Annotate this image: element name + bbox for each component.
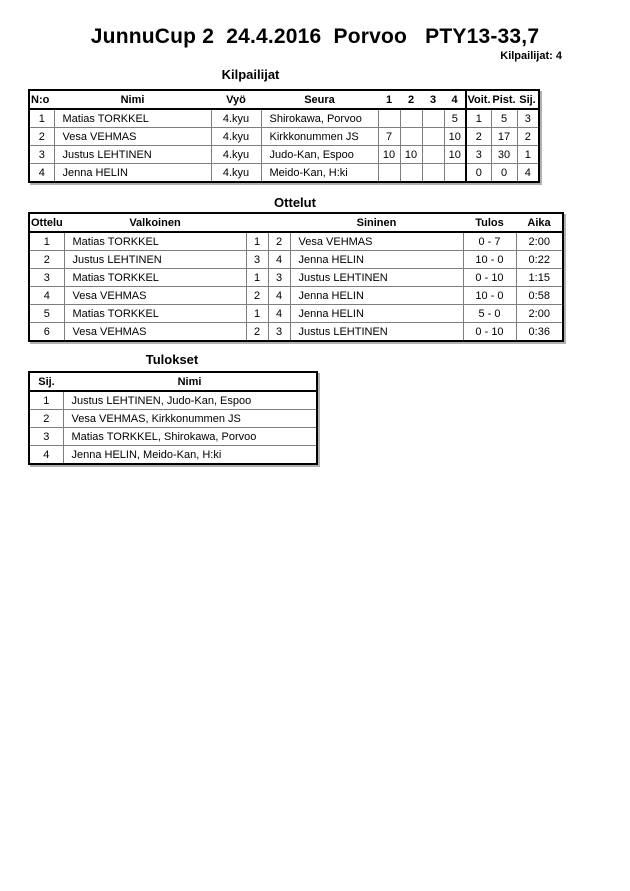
table-row — [29, 146, 539, 164]
section-heading-competitors: Kilpailijat — [221, 67, 280, 82]
cell-club: Meido-Kan, H:ki — [261, 164, 378, 183]
cell-r2: 10 — [400, 146, 422, 164]
cell-club: Shirokawa, Porvoo — [261, 109, 378, 128]
cell-wn: 2 — [246, 323, 268, 342]
table-row — [29, 428, 317, 446]
cell-no: 3 — [29, 269, 64, 287]
col-header-result: Tulos — [463, 213, 516, 232]
cell-points: 5 — [491, 109, 517, 128]
table-row — [29, 269, 563, 287]
cell-belt: 4.kyu — [211, 164, 261, 183]
cell-no: 1 — [29, 109, 54, 128]
cell-time: 2:00 — [516, 232, 563, 251]
table-row — [29, 232, 563, 251]
competitors-table — [28, 89, 540, 183]
cell-place: 4 — [29, 446, 63, 465]
cell-name: Justus LEHTINEN, Judo-Kan, Espoo — [63, 391, 317, 410]
col-header-club: Seura — [261, 90, 378, 109]
cell-r3 — [422, 164, 444, 183]
cell-blue: Vesa VEHMAS — [290, 232, 463, 251]
table-row — [29, 251, 563, 269]
section-heading-results: Tulokset — [145, 352, 199, 367]
cell-name: Matias TORKKEL — [54, 109, 211, 128]
page-title: JunnuCup 2 24.4.2016 Porvoo PTY13-33,7 — [90, 25, 540, 48]
col-header-white-no — [246, 213, 268, 232]
cell-bn: 3 — [268, 323, 290, 342]
cell-time: 0:58 — [516, 287, 563, 305]
col-header-r1: 1 — [378, 90, 400, 109]
cell-r1: 10 — [378, 146, 400, 164]
cell-wn: 1 — [246, 305, 268, 323]
cell-blue: Jenna HELIN — [290, 287, 463, 305]
col-header-white: Valkoinen — [64, 213, 246, 232]
cell-no: 1 — [29, 232, 64, 251]
table-row — [29, 287, 563, 305]
cell-white: Matias TORKKEL — [64, 305, 246, 323]
cell-r4 — [444, 164, 466, 183]
cell-white: Matias TORKKEL — [64, 269, 246, 287]
col-header-place: Sij. — [517, 90, 539, 109]
col-header-r4: 4 — [444, 90, 466, 109]
table-row — [29, 164, 539, 183]
cell-bn: 4 — [268, 287, 290, 305]
cell-no: 5 — [29, 305, 64, 323]
cell-r2 — [400, 128, 422, 146]
cell-result: 5 - 0 — [463, 305, 516, 323]
cell-blue: Justus LEHTINEN — [290, 269, 463, 287]
cell-bn: 2 — [268, 232, 290, 251]
cell-result: 0 - 10 — [463, 323, 516, 342]
cell-wn: 3 — [246, 251, 268, 269]
cell-no: 2 — [29, 128, 54, 146]
cell-bn: 4 — [268, 251, 290, 269]
cell-place: 3 — [517, 109, 539, 128]
cell-r2 — [400, 109, 422, 128]
cell-place: 1 — [517, 146, 539, 164]
col-header-name: Nimi — [63, 372, 317, 391]
cell-name: Vesa VEHMAS, Kirkkonummen JS — [63, 410, 317, 428]
col-header-r3: 3 — [422, 90, 444, 109]
table-row — [29, 128, 539, 146]
col-header-match-no: Ottelu — [29, 213, 64, 232]
cell-r3 — [422, 128, 444, 146]
cell-place: 4 — [517, 164, 539, 183]
col-header-r2: 2 — [400, 90, 422, 109]
cell-club: Judo-Kan, Espoo — [261, 146, 378, 164]
cell-wins: 1 — [466, 109, 491, 128]
cell-name: Vesa VEHMAS — [54, 128, 211, 146]
cell-name: Jenna HELIN — [54, 164, 211, 183]
cell-no: 4 — [29, 287, 64, 305]
cell-bn: 3 — [268, 269, 290, 287]
cell-r4: 10 — [444, 128, 466, 146]
cell-blue: Jenna HELIN — [290, 251, 463, 269]
col-header-no: N:o — [29, 90, 54, 109]
col-header-blue-no — [268, 213, 290, 232]
cell-r1: 7 — [378, 128, 400, 146]
cell-r1 — [378, 109, 400, 128]
col-header-name: Nimi — [54, 90, 211, 109]
cell-r2 — [400, 164, 422, 183]
cell-time: 0:36 — [516, 323, 563, 342]
cell-place: 3 — [29, 428, 63, 446]
col-header-wins: Voit. — [466, 90, 491, 109]
cell-points: 17 — [491, 128, 517, 146]
cell-r3 — [422, 146, 444, 164]
cell-no: 4 — [29, 164, 54, 183]
cell-place: 2 — [29, 410, 63, 428]
cell-time: 0:22 — [516, 251, 563, 269]
cell-time: 1:15 — [516, 269, 563, 287]
cell-r1 — [378, 164, 400, 183]
table-row — [29, 391, 317, 410]
cell-belt: 4.kyu — [211, 146, 261, 164]
cell-time: 2:00 — [516, 305, 563, 323]
cell-blue: Jenna HELIN — [290, 305, 463, 323]
cell-white: Matias TORKKEL — [64, 232, 246, 251]
table-row — [29, 323, 563, 342]
section-heading-matches: Ottelut — [274, 195, 316, 210]
competitors-count-label: Kilpailijat: 4 — [500, 50, 562, 62]
results-table — [28, 371, 318, 465]
cell-no: 2 — [29, 251, 64, 269]
results-header-row — [29, 372, 317, 391]
cell-place: 1 — [29, 391, 63, 410]
cell-result: 0 - 10 — [463, 269, 516, 287]
cell-belt: 4.kyu — [211, 128, 261, 146]
cell-place: 2 — [517, 128, 539, 146]
cell-wins: 0 — [466, 164, 491, 183]
cell-wn: 2 — [246, 287, 268, 305]
cell-r4: 10 — [444, 146, 466, 164]
cell-wn: 1 — [246, 269, 268, 287]
cell-result: 10 - 0 — [463, 287, 516, 305]
matches-header-row — [29, 213, 563, 232]
cell-bn: 4 — [268, 305, 290, 323]
cell-no: 3 — [29, 146, 54, 164]
table-row — [29, 109, 539, 128]
cell-result: 0 - 7 — [463, 232, 516, 251]
cell-white: Vesa VEHMAS — [64, 323, 246, 342]
cell-blue: Justus LEHTINEN — [290, 323, 463, 342]
col-header-blue: Sininen — [290, 213, 463, 232]
cell-white: Vesa VEHMAS — [64, 287, 246, 305]
matches-table — [28, 212, 564, 342]
cell-wn: 1 — [246, 232, 268, 251]
cell-wins: 3 — [466, 146, 491, 164]
cell-name: Justus LEHTINEN — [54, 146, 211, 164]
cell-name: Matias TORKKEL, Shirokawa, Porvoo — [63, 428, 317, 446]
cell-no: 6 — [29, 323, 64, 342]
table-row — [29, 410, 317, 428]
table-row — [29, 305, 563, 323]
table-row — [29, 446, 317, 465]
competitors-header-row — [29, 90, 539, 109]
cell-result: 10 - 0 — [463, 251, 516, 269]
cell-name: Jenna HELIN, Meido-Kan, H:ki — [63, 446, 317, 465]
cell-club: Kirkkonummen JS — [261, 128, 378, 146]
col-header-belt: Vyö — [211, 90, 261, 109]
col-header-place: Sij. — [29, 372, 63, 391]
cell-white: Justus LEHTINEN — [64, 251, 246, 269]
cell-wins: 2 — [466, 128, 491, 146]
cell-r4: 5 — [444, 109, 466, 128]
col-header-time: Aika — [516, 213, 563, 232]
col-header-points: Pist. — [491, 90, 517, 109]
cell-belt: 4.kyu — [211, 109, 261, 128]
cell-r3 — [422, 109, 444, 128]
cell-points: 0 — [491, 164, 517, 183]
cell-points: 30 — [491, 146, 517, 164]
